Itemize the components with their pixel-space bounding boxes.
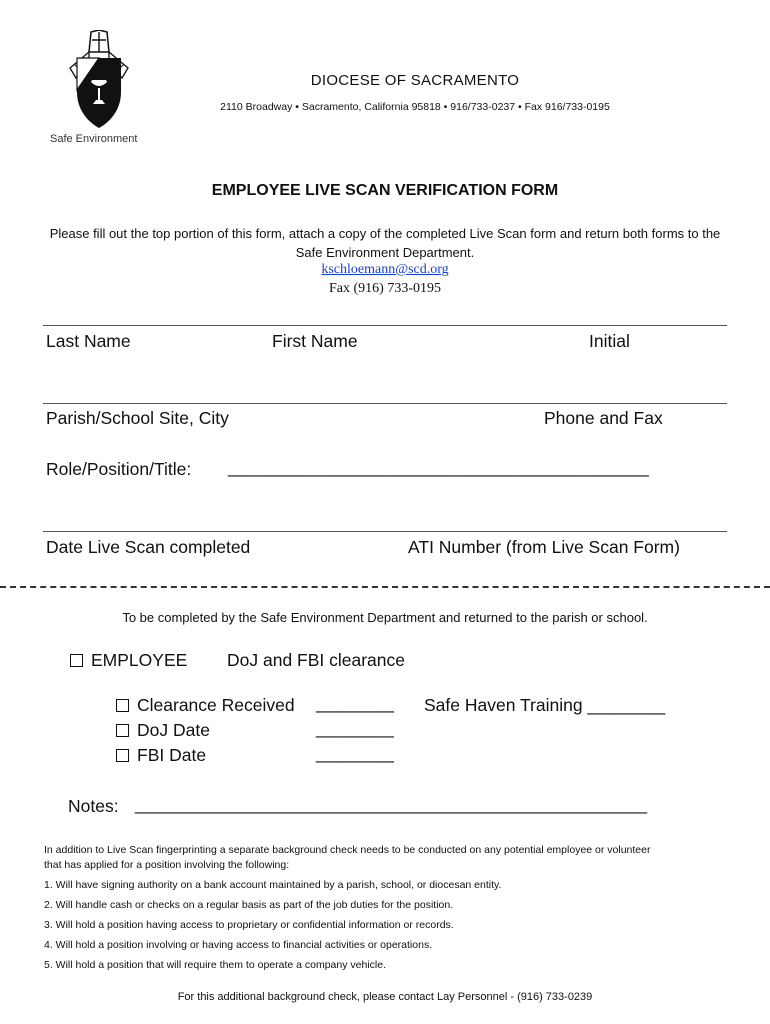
clearance-received-row[interactable] (116, 695, 295, 716)
requirement-item: 4. Will hold a position involving or having access to financial activities or operations. (44, 939, 433, 951)
office-use-note: To be completed by the Safe Environment Department and returned to the parish or school. (122, 610, 648, 625)
organization-address: 2110 Broadway • Sacramento, California 95818 • 916/733-0237 • Fax 916/733-0195 (220, 101, 610, 113)
fbi-date-row[interactable] (116, 745, 206, 766)
contact-fax: Fax (916) 733-0195 (329, 281, 441, 296)
instructions-line-1: Please fill out the top portion of this form, attach a copy of the completed Live Scan form and return both forms to the (49, 226, 721, 241)
notes-label: Notes: (68, 796, 119, 816)
clearance-received-label: Clearance Received (137, 695, 295, 715)
name-line (43, 325, 727, 326)
fbi-date-label: FBI Date (137, 745, 207, 765)
doj-date-row[interactable] (116, 720, 210, 741)
date-live-scan-label: Date Live Scan completed (46, 537, 251, 557)
ati-number-label: ATI Number (from Live Scan Form) (408, 537, 680, 557)
safe-haven-training[interactable]: Safe Haven Training ________ (424, 695, 666, 715)
site-line (43, 403, 727, 404)
clearance-received-checkbox[interactable] (116, 699, 129, 712)
fbi-date-blank[interactable]: ________ (316, 743, 394, 763)
requirement-item: 3. Will hold a position having access to proprietary or confidential information or records. (44, 919, 454, 931)
organization-name: DIOCESE OF SACRAMENTO (310, 72, 520, 89)
notes-input-blank[interactable]: ________________________________________________________ (135, 794, 647, 814)
parish-site-label: Parish/School Site, City (46, 408, 229, 428)
initial-label: Initial (589, 331, 630, 351)
first-name-label: First Name (272, 331, 358, 351)
requirement-item: 2. Will handle cash or checks on a regular basis as part of the job duties for the position. (44, 899, 454, 911)
lay-personnel-contact: For this additional background check, please contact Lay Personnel - (916) 733-0239 (177, 991, 593, 1003)
doj-fbi-heading: DoJ and FBI clearance (227, 650, 406, 670)
doj-date-label: DoJ Date (137, 720, 210, 740)
fbi-date-checkbox[interactable] (116, 749, 129, 762)
requirements-intro-line-1: In addition to Live Scan fingerprinting a separate background check needs to be conducted on any potential employee or volunteer (44, 844, 651, 856)
phone-fax-label: Phone and Fax (544, 408, 663, 428)
requirement-item: 1. Will have signing authority on a bank account maintained by a parish, school, or diocesan entity. (44, 879, 502, 891)
cut-line-divider (0, 586, 770, 588)
role-input-blank[interactable]: ______________________________________________ (228, 457, 649, 477)
date-line (43, 531, 727, 532)
doj-date-blank[interactable]: ________ (316, 718, 394, 738)
clearance-received-blank[interactable]: ________ (316, 693, 394, 713)
instructions (10, 224, 760, 262)
instructions-line-2: Safe Environment Department. (295, 245, 475, 260)
requirement-item: 5. Will hold a position that will require them to operate a company vehicle. (44, 959, 387, 971)
contact-email-link[interactable]: kschloemann@scd.org (321, 262, 449, 277)
requirements-intro (44, 843, 744, 873)
role-label: Role/Position/Title: (46, 459, 192, 479)
employee-label: EMPLOYEE (91, 650, 188, 670)
employee-checkbox[interactable] (70, 654, 83, 667)
last-name-label: Last Name (46, 331, 131, 351)
diocese-crest-logo (62, 30, 136, 130)
department-name: Safe Environment (50, 133, 138, 145)
doj-date-checkbox[interactable] (116, 724, 129, 737)
form-title: EMPLOYEE LIVE SCAN VERIFICATION FORM (211, 182, 559, 199)
requirements-intro-line-2: that has applied for a position involving the following: (44, 859, 290, 871)
employee-checkbox-row[interactable] (70, 650, 187, 671)
